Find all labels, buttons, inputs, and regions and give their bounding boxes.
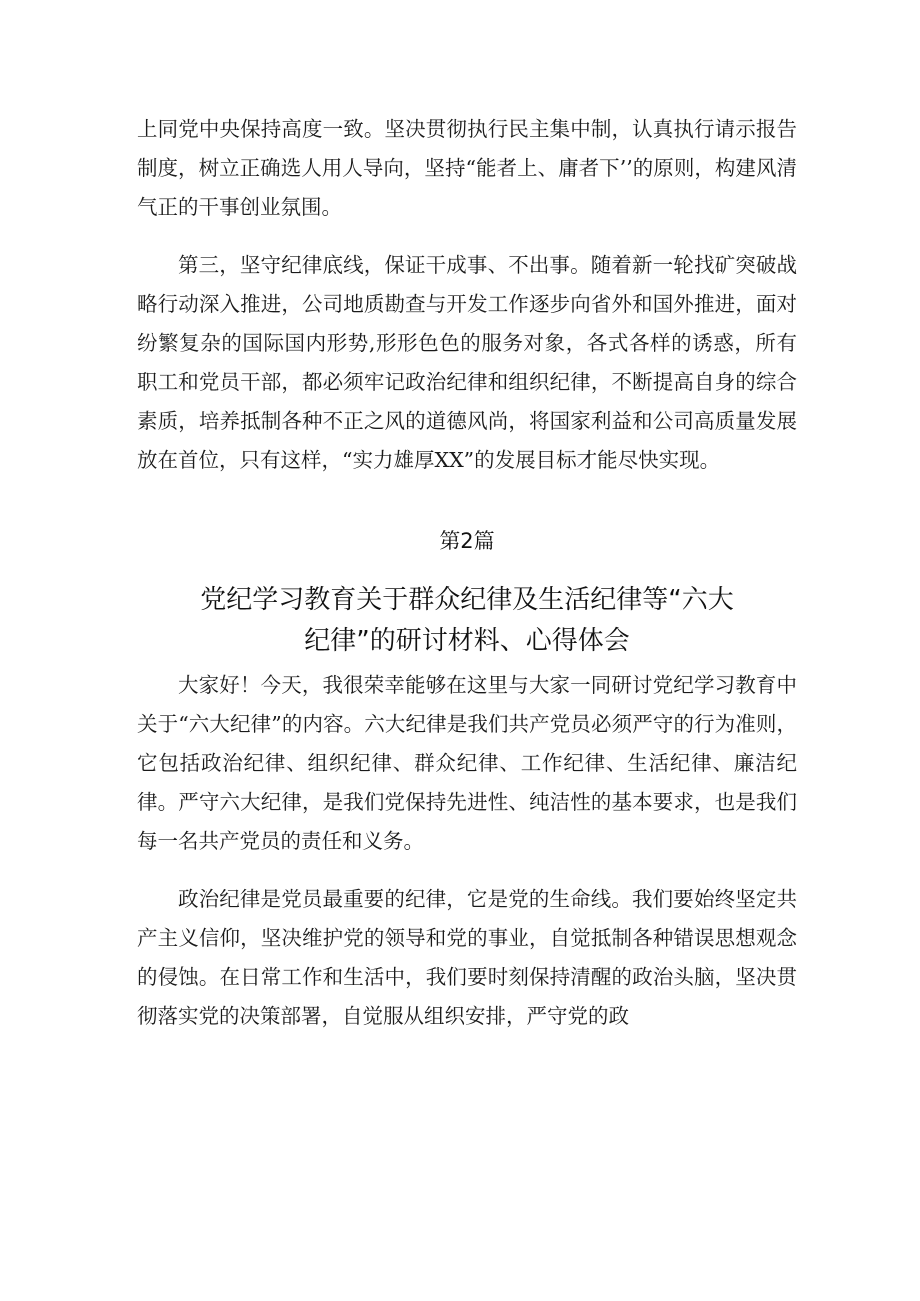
paragraph-third-point: 第三，坚守纪律底线，保证干成事、不出事。随着新一轮找矿突破战略行动深入推进，公司地质勘查与开发工作逐步向省外和国外推进，面对纷繁复杂的国际国内形势,形形色色的服务对象，各式各样的诱惑，所有职工和党员干部，都必须牢记政治纪律和组织纪律，不断提高自身的综合素质，培养抵制各种不正之风的道德风尚，将国家利益和公司高质量发展放在首位，只有这样，“实力雄厚XX”的发展目标才能尽快实现。: [137, 253, 797, 472]
title-spacer: [137, 556, 797, 580]
document-title-line-2: 纪律”的研讨材料、心得体会: [304, 626, 630, 656]
document-body: [137, 110, 797, 1036]
paragraph-political-discipline: 政治纪律是党员最重要的纪律，它是党的生命线。我们要始终坚定共产主义信仰，坚决维护党的领导和党的事业，自觉抵制各种错误思想观念的侵蚀。在日常工作和生活中，我们要时刻保持清醒的政治头脑，坚决贯彻落实党的决策部署，自觉服从组织安排，严守党的政: [137, 887, 797, 1028]
paragraph-spacer: [137, 861, 797, 880]
section-label: 第2篇: [439, 529, 495, 553]
document-title-line-1: 党纪学习教育关于群众纪律及生活纪律等“六大: [200, 585, 734, 615]
paragraph-greeting: 大家好！今天，我很荣幸能够在这里与大家一同研讨党纪学习教育中关于“六大纪律”的内容。六大纪律是我们共产党员必须严守的行为准则，它包括政治纪律、组织纪律、群众纪律、工作纪律、生活纪律、廉洁纪律。严守六大纪律，是我们党保持先进性、纯洁性的基本要求，也是我们每一名共产党员的责任和义务。: [137, 673, 797, 853]
section-spacer: [137, 480, 797, 526]
paragraph-continuation: 上同党中央保持高度一致。坚决贯彻执行民主集中制，认真执行请示报告制度，树立正确选人用人导向，坚持“能者上、庸者下’’的原则，构建风清气正的干事创业氛围。: [137, 117, 797, 219]
paragraph-spacer: [137, 227, 797, 246]
